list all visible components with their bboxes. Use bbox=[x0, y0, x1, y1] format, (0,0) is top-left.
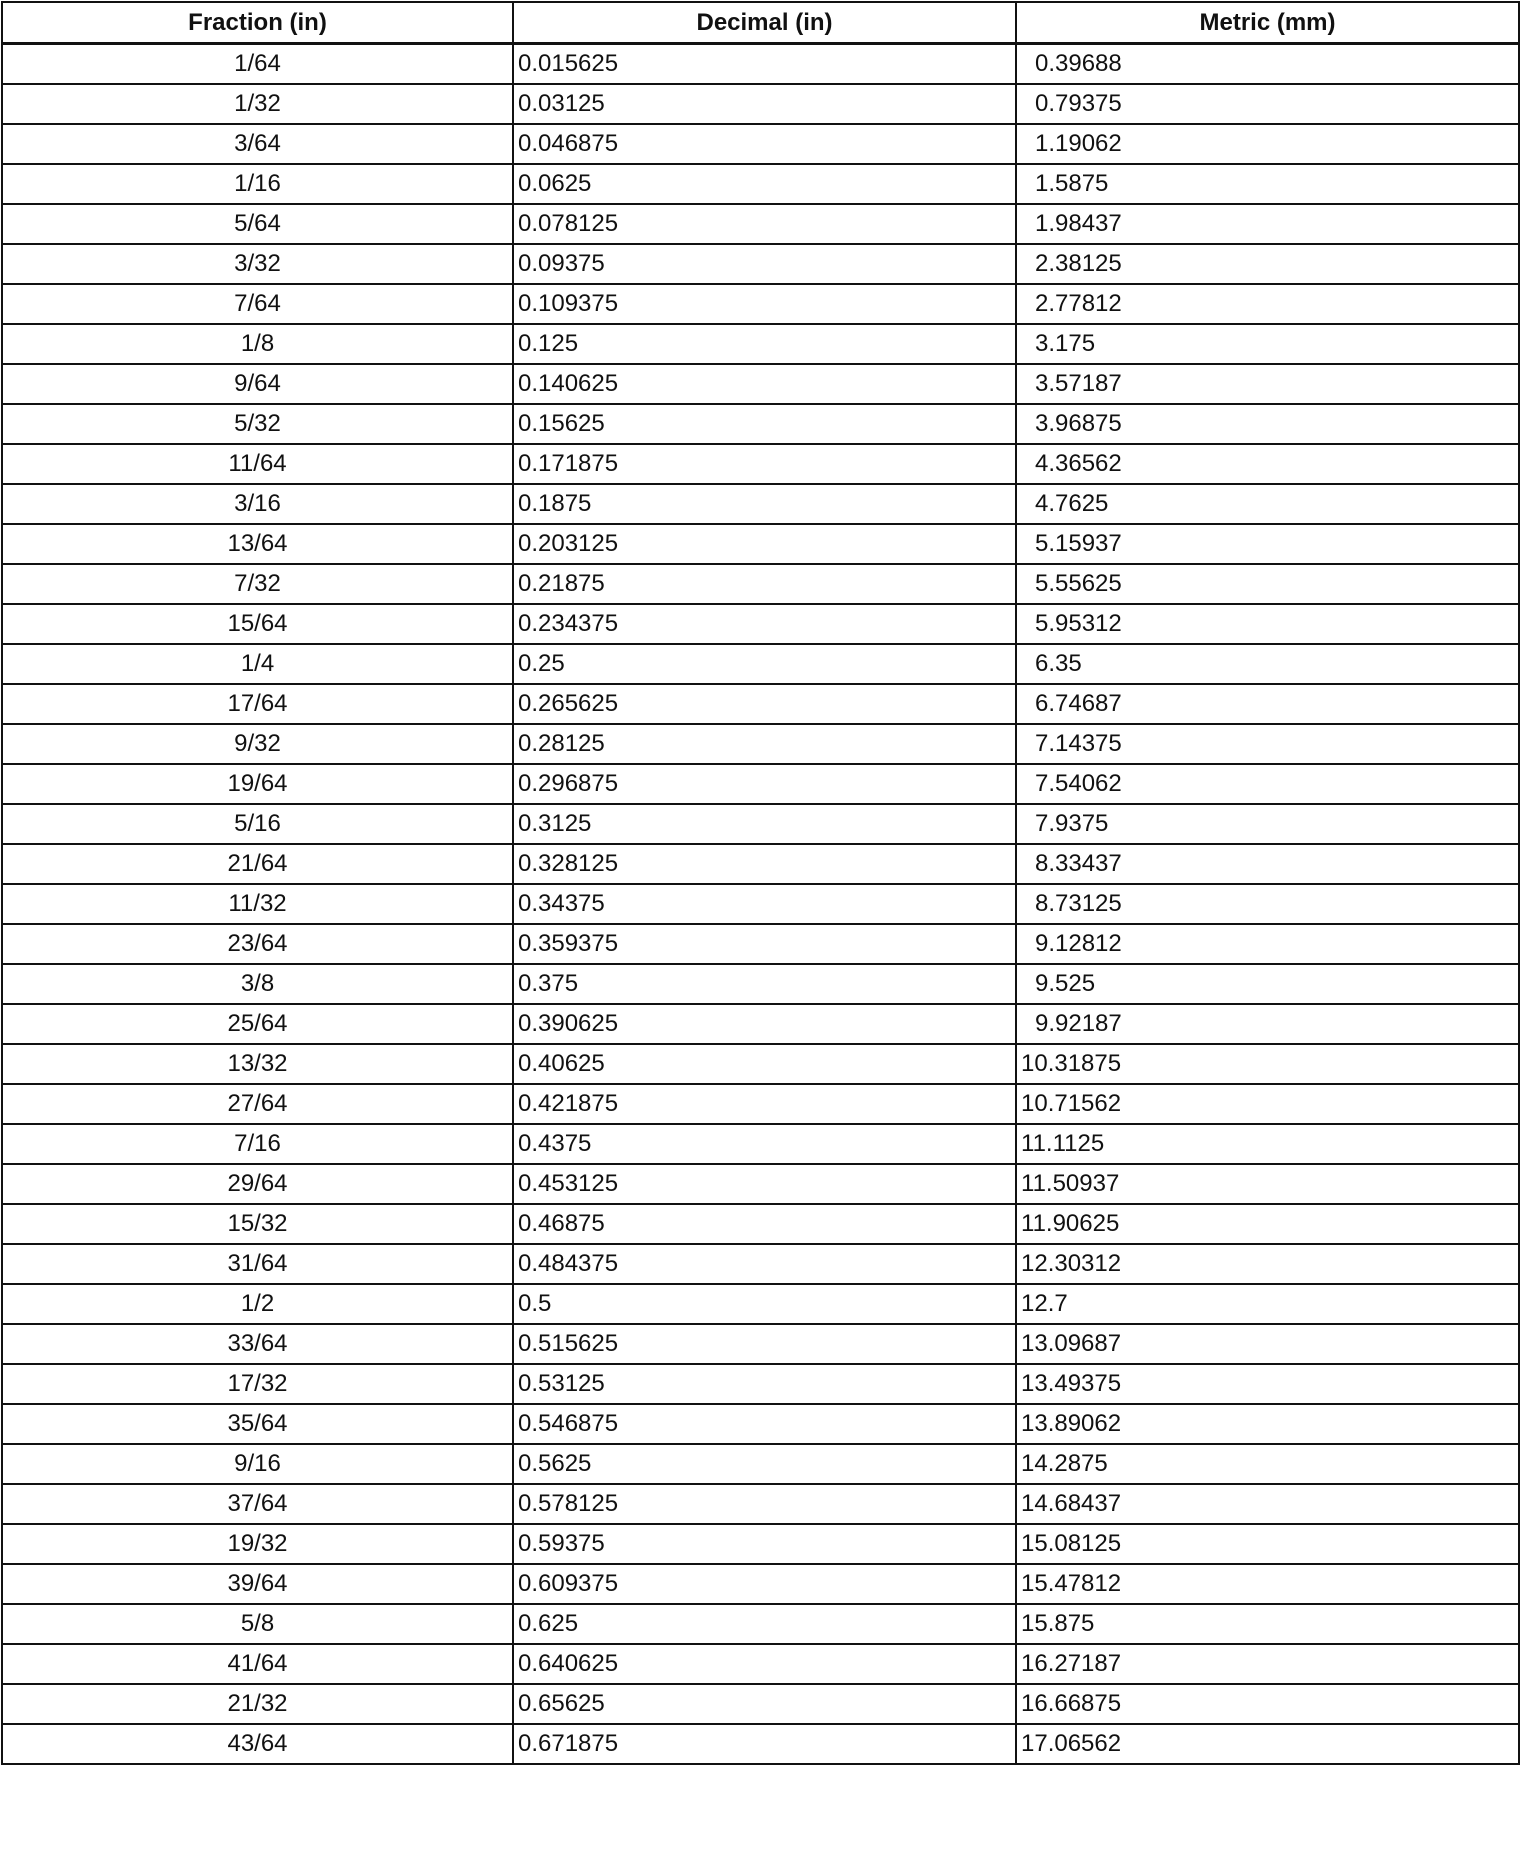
decimal-cell: 0.40625 bbox=[513, 1044, 1016, 1084]
fraction-cell: 1/4 bbox=[2, 644, 513, 684]
fraction-cell: 9/64 bbox=[2, 364, 513, 404]
table-row bbox=[2, 1244, 1519, 1284]
fraction-cell: 3/8 bbox=[2, 964, 513, 1004]
metric-cell: 3.96875 bbox=[1016, 404, 1519, 444]
metric-cell: 14.2875 bbox=[1016, 1444, 1519, 1484]
metric-cell: 15.08125 bbox=[1016, 1524, 1519, 1564]
conversion-table bbox=[1, 1, 1520, 1765]
table-row bbox=[2, 964, 1519, 1004]
decimal-cell: 0.4375 bbox=[513, 1124, 1016, 1164]
decimal-cell: 0.5 bbox=[513, 1284, 1016, 1324]
decimal-cell: 0.609375 bbox=[513, 1564, 1016, 1604]
metric-cell: 5.55625 bbox=[1016, 564, 1519, 604]
fraction-cell: 35/64 bbox=[2, 1404, 513, 1444]
fraction-cell: 25/64 bbox=[2, 1004, 513, 1044]
fraction-cell: 11/64 bbox=[2, 444, 513, 484]
table-row bbox=[2, 404, 1519, 444]
fraction-cell: 29/64 bbox=[2, 1164, 513, 1204]
metric-cell: 12.7 bbox=[1016, 1284, 1519, 1324]
decimal-cell: 0.375 bbox=[513, 964, 1016, 1004]
metric-cell: 1.5875 bbox=[1016, 164, 1519, 204]
metric-cell: 11.50937 bbox=[1016, 1164, 1519, 1204]
metric-cell: 8.33437 bbox=[1016, 844, 1519, 884]
decimal-cell: 0.28125 bbox=[513, 724, 1016, 764]
metric-cell: 9.92187 bbox=[1016, 1004, 1519, 1044]
fraction-cell: 1/16 bbox=[2, 164, 513, 204]
metric-cell: 10.31875 bbox=[1016, 1044, 1519, 1084]
table-row bbox=[2, 484, 1519, 524]
fraction-cell: 9/16 bbox=[2, 1444, 513, 1484]
table-row bbox=[2, 1524, 1519, 1564]
fraction-cell: 13/64 bbox=[2, 524, 513, 564]
decimal-cell: 0.234375 bbox=[513, 604, 1016, 644]
table-row bbox=[2, 1204, 1519, 1244]
decimal-cell: 0.671875 bbox=[513, 1724, 1016, 1764]
metric-cell: 2.77812 bbox=[1016, 284, 1519, 324]
table-row bbox=[2, 564, 1519, 604]
decimal-cell: 0.625 bbox=[513, 1604, 1016, 1644]
decimal-cell: 0.453125 bbox=[513, 1164, 1016, 1204]
fraction-cell: 3/32 bbox=[2, 244, 513, 284]
metric-cell: 9.525 bbox=[1016, 964, 1519, 1004]
decimal-cell: 0.25 bbox=[513, 644, 1016, 684]
decimal-cell: 0.421875 bbox=[513, 1084, 1016, 1124]
table-row bbox=[2, 1484, 1519, 1524]
header-row bbox=[2, 2, 1519, 44]
fraction-cell: 41/64 bbox=[2, 1644, 513, 1684]
fraction-cell: 7/32 bbox=[2, 564, 513, 604]
decimal-cell: 0.53125 bbox=[513, 1364, 1016, 1404]
table-row bbox=[2, 1444, 1519, 1484]
metric-cell: 14.68437 bbox=[1016, 1484, 1519, 1524]
table-row bbox=[2, 244, 1519, 284]
table-row bbox=[2, 724, 1519, 764]
decimal-cell: 0.1875 bbox=[513, 484, 1016, 524]
table-row bbox=[2, 644, 1519, 684]
fraction-cell: 5/8 bbox=[2, 1604, 513, 1644]
metric-cell: 6.74687 bbox=[1016, 684, 1519, 724]
header-decimal: Decimal (in) bbox=[513, 2, 1016, 44]
fraction-cell: 37/64 bbox=[2, 1484, 513, 1524]
table-row bbox=[2, 204, 1519, 244]
decimal-cell: 0.59375 bbox=[513, 1524, 1016, 1564]
decimal-cell: 0.484375 bbox=[513, 1244, 1016, 1284]
table-row bbox=[2, 1564, 1519, 1604]
decimal-cell: 0.046875 bbox=[513, 124, 1016, 164]
decimal-cell: 0.46875 bbox=[513, 1204, 1016, 1244]
table-row bbox=[2, 1284, 1519, 1324]
decimal-cell: 0.03125 bbox=[513, 84, 1016, 124]
table-row bbox=[2, 1724, 1519, 1764]
table-row bbox=[2, 1364, 1519, 1404]
decimal-cell: 0.390625 bbox=[513, 1004, 1016, 1044]
table-row bbox=[2, 1164, 1519, 1204]
metric-cell: 8.73125 bbox=[1016, 884, 1519, 924]
metric-cell: 0.39688 bbox=[1016, 44, 1519, 85]
fraction-cell: 19/64 bbox=[2, 764, 513, 804]
metric-cell: 5.95312 bbox=[1016, 604, 1519, 644]
fraction-cell: 5/32 bbox=[2, 404, 513, 444]
decimal-cell: 0.21875 bbox=[513, 564, 1016, 604]
metric-cell: 2.38125 bbox=[1016, 244, 1519, 284]
decimal-cell: 0.265625 bbox=[513, 684, 1016, 724]
decimal-cell: 0.203125 bbox=[513, 524, 1016, 564]
table-row bbox=[2, 684, 1519, 724]
decimal-cell: 0.640625 bbox=[513, 1644, 1016, 1684]
table-row bbox=[2, 764, 1519, 804]
fraction-cell: 1/8 bbox=[2, 324, 513, 364]
decimal-cell: 0.125 bbox=[513, 324, 1016, 364]
metric-cell: 6.35 bbox=[1016, 644, 1519, 684]
fraction-cell: 17/64 bbox=[2, 684, 513, 724]
fraction-cell: 13/32 bbox=[2, 1044, 513, 1084]
decimal-cell: 0.15625 bbox=[513, 404, 1016, 444]
table-row bbox=[2, 164, 1519, 204]
metric-cell: 4.7625 bbox=[1016, 484, 1519, 524]
decimal-cell: 0.140625 bbox=[513, 364, 1016, 404]
table-row bbox=[2, 1604, 1519, 1644]
table-row bbox=[2, 1684, 1519, 1724]
table-row bbox=[2, 284, 1519, 324]
fraction-cell: 1/2 bbox=[2, 1284, 513, 1324]
metric-cell: 1.98437 bbox=[1016, 204, 1519, 244]
decimal-cell: 0.34375 bbox=[513, 884, 1016, 924]
fraction-cell: 5/64 bbox=[2, 204, 513, 244]
fraction-cell: 21/64 bbox=[2, 844, 513, 884]
decimal-cell: 0.109375 bbox=[513, 284, 1016, 324]
fraction-cell: 15/32 bbox=[2, 1204, 513, 1244]
table-row bbox=[2, 604, 1519, 644]
decimal-cell: 0.09375 bbox=[513, 244, 1016, 284]
metric-cell: 11.90625 bbox=[1016, 1204, 1519, 1244]
metric-cell: 13.89062 bbox=[1016, 1404, 1519, 1444]
table-row bbox=[2, 1084, 1519, 1124]
fraction-cell: 21/32 bbox=[2, 1684, 513, 1724]
table-row bbox=[2, 324, 1519, 364]
fraction-cell: 7/64 bbox=[2, 284, 513, 324]
header-metric: Metric (mm) bbox=[1016, 2, 1519, 44]
fraction-cell: 39/64 bbox=[2, 1564, 513, 1604]
metric-cell: 12.30312 bbox=[1016, 1244, 1519, 1284]
fraction-cell: 31/64 bbox=[2, 1244, 513, 1284]
metric-cell: 7.14375 bbox=[1016, 724, 1519, 764]
table-row bbox=[2, 84, 1519, 124]
decimal-cell: 0.078125 bbox=[513, 204, 1016, 244]
metric-cell: 0.79375 bbox=[1016, 84, 1519, 124]
decimal-cell: 0.328125 bbox=[513, 844, 1016, 884]
metric-cell: 3.175 bbox=[1016, 324, 1519, 364]
table-body bbox=[2, 44, 1519, 1765]
table-row bbox=[2, 524, 1519, 564]
decimal-cell: 0.296875 bbox=[513, 764, 1016, 804]
metric-cell: 1.19062 bbox=[1016, 124, 1519, 164]
metric-cell: 7.54062 bbox=[1016, 764, 1519, 804]
fraction-cell: 1/32 bbox=[2, 84, 513, 124]
metric-cell: 15.47812 bbox=[1016, 1564, 1519, 1604]
fraction-cell: 27/64 bbox=[2, 1084, 513, 1124]
metric-cell: 5.15937 bbox=[1016, 524, 1519, 564]
table-row bbox=[2, 1324, 1519, 1364]
table-row bbox=[2, 124, 1519, 164]
decimal-cell: 0.3125 bbox=[513, 804, 1016, 844]
decimal-cell: 0.546875 bbox=[513, 1404, 1016, 1444]
table-row bbox=[2, 444, 1519, 484]
decimal-cell: 0.65625 bbox=[513, 1684, 1016, 1724]
table-row bbox=[2, 1004, 1519, 1044]
decimal-cell: 0.359375 bbox=[513, 924, 1016, 964]
metric-cell: 10.71562 bbox=[1016, 1084, 1519, 1124]
decimal-cell: 0.578125 bbox=[513, 1484, 1016, 1524]
table-row bbox=[2, 1124, 1519, 1164]
fraction-cell: 43/64 bbox=[2, 1724, 513, 1764]
metric-cell: 16.27187 bbox=[1016, 1644, 1519, 1684]
fraction-cell: 33/64 bbox=[2, 1324, 513, 1364]
fraction-cell: 15/64 bbox=[2, 604, 513, 644]
metric-cell: 15.875 bbox=[1016, 1604, 1519, 1644]
table-row bbox=[2, 1644, 1519, 1684]
table-row bbox=[2, 844, 1519, 884]
fraction-cell: 3/64 bbox=[2, 124, 513, 164]
decimal-cell: 0.515625 bbox=[513, 1324, 1016, 1364]
decimal-cell: 0.0625 bbox=[513, 164, 1016, 204]
fraction-cell: 7/16 bbox=[2, 1124, 513, 1164]
fraction-cell: 9/32 bbox=[2, 724, 513, 764]
decimal-cell: 0.171875 bbox=[513, 444, 1016, 484]
fraction-cell: 17/32 bbox=[2, 1364, 513, 1404]
table-row bbox=[2, 884, 1519, 924]
fraction-cell: 5/16 bbox=[2, 804, 513, 844]
table-row bbox=[2, 924, 1519, 964]
metric-cell: 4.36562 bbox=[1016, 444, 1519, 484]
fraction-cell: 3/16 bbox=[2, 484, 513, 524]
metric-cell: 9.12812 bbox=[1016, 924, 1519, 964]
table-row bbox=[2, 364, 1519, 404]
metric-cell: 13.09687 bbox=[1016, 1324, 1519, 1364]
metric-cell: 17.06562 bbox=[1016, 1724, 1519, 1764]
metric-cell: 11.1125 bbox=[1016, 1124, 1519, 1164]
decimal-cell: 0.015625 bbox=[513, 44, 1016, 85]
metric-cell: 3.57187 bbox=[1016, 364, 1519, 404]
table-row bbox=[2, 44, 1519, 85]
fraction-cell: 1/64 bbox=[2, 44, 513, 85]
table-row bbox=[2, 1044, 1519, 1084]
decimal-cell: 0.5625 bbox=[513, 1444, 1016, 1484]
table-row bbox=[2, 804, 1519, 844]
fraction-cell: 11/32 bbox=[2, 884, 513, 924]
metric-cell: 16.66875 bbox=[1016, 1684, 1519, 1724]
metric-cell: 13.49375 bbox=[1016, 1364, 1519, 1404]
fraction-cell: 23/64 bbox=[2, 924, 513, 964]
metric-cell: 7.9375 bbox=[1016, 804, 1519, 844]
table-row bbox=[2, 1404, 1519, 1444]
fraction-cell: 19/32 bbox=[2, 1524, 513, 1564]
header-fraction: Fraction (in) bbox=[2, 2, 513, 44]
